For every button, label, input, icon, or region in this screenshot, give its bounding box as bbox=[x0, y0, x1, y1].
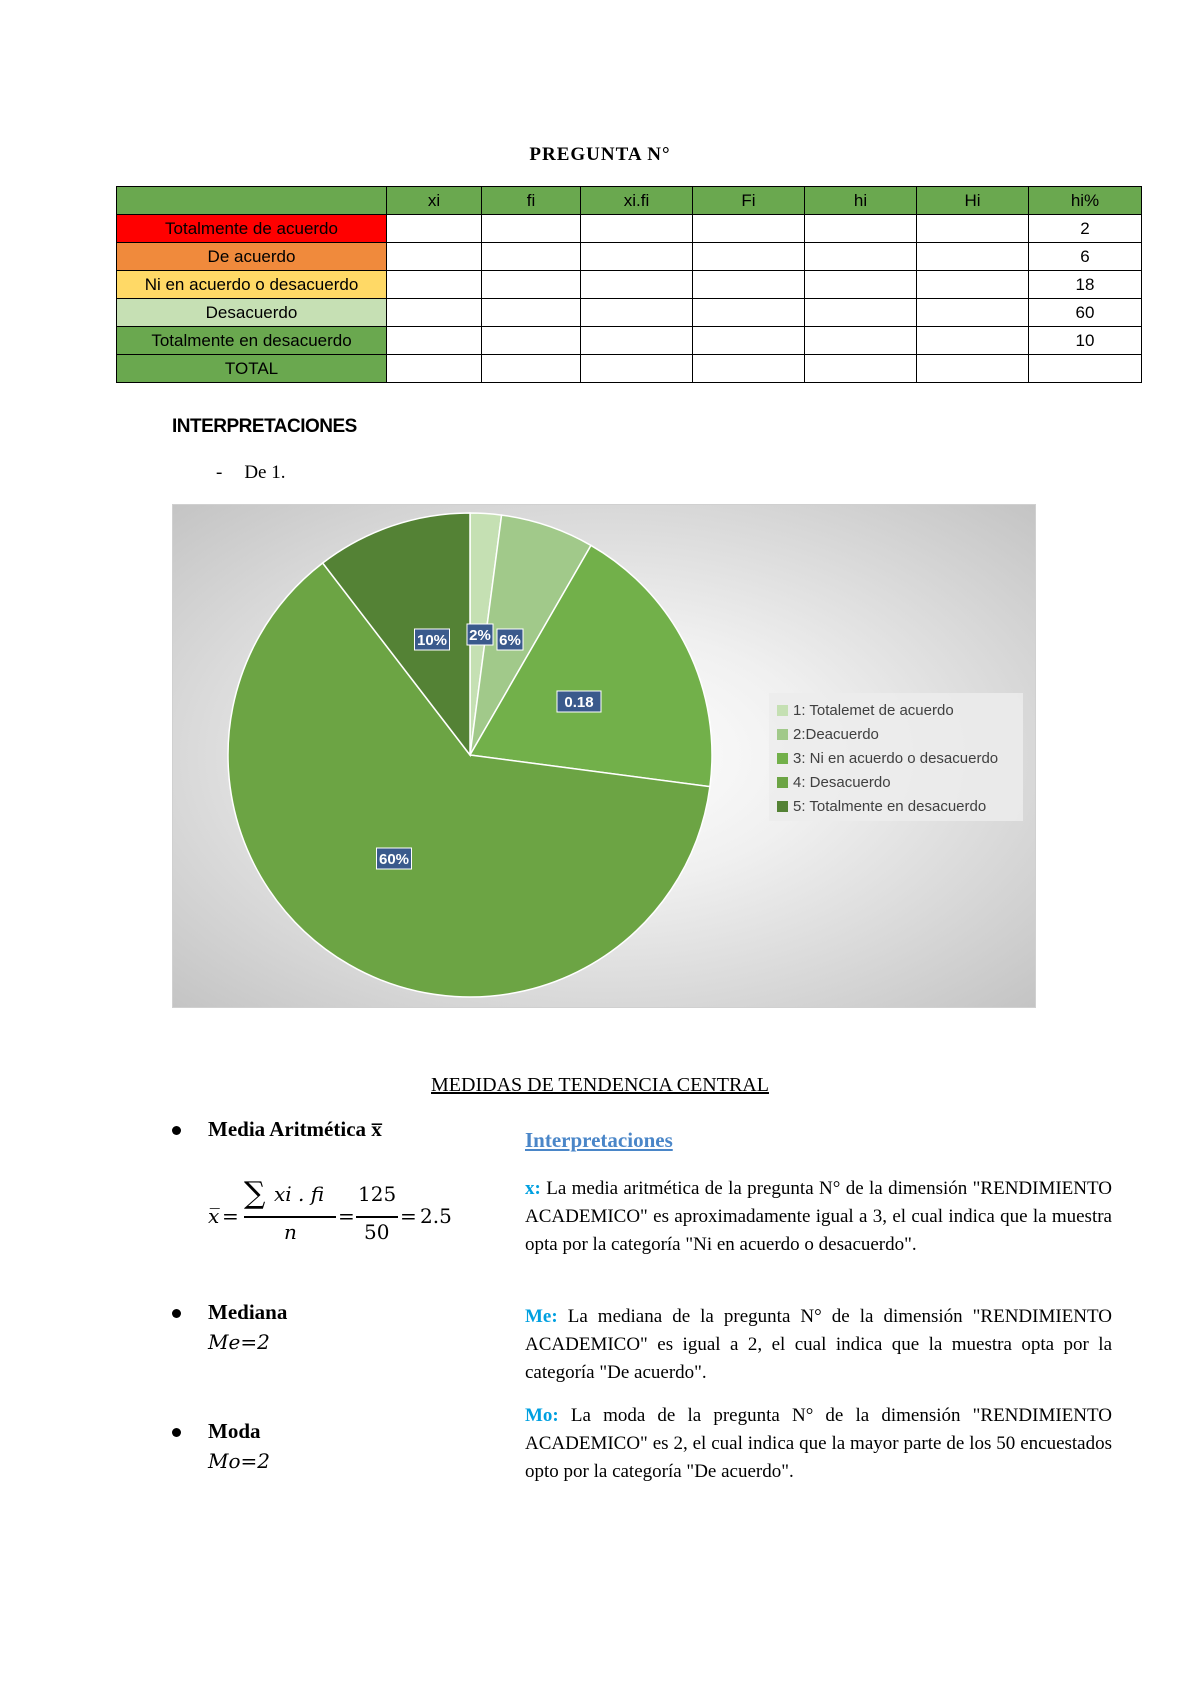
legend-label: 3: Ni en acuerdo o desacuerdo bbox=[793, 750, 999, 767]
empty-cell bbox=[917, 327, 1029, 355]
table-row bbox=[117, 355, 1142, 383]
empty-cell bbox=[693, 355, 805, 383]
empty-cell bbox=[482, 327, 581, 355]
interpretaciones-heading: INTERPRETACIONES bbox=[172, 416, 357, 437]
interpretation-paragraph bbox=[525, 1303, 1112, 1387]
empty-cell bbox=[581, 271, 693, 299]
page-title: PREGUNTA N° bbox=[529, 144, 671, 165]
data-label-text: 10% bbox=[416, 632, 448, 649]
data-label bbox=[377, 848, 412, 869]
hi-percent-cell: 6 bbox=[1029, 243, 1142, 271]
empty-cell bbox=[581, 355, 693, 383]
header-cell bbox=[117, 187, 387, 215]
empty-cell bbox=[387, 327, 482, 355]
empty-cell bbox=[387, 271, 482, 299]
numerator: xi . fi bbox=[274, 1182, 325, 1206]
dash: - bbox=[216, 462, 223, 483]
empty-cell bbox=[482, 355, 581, 383]
table-row bbox=[117, 327, 1142, 355]
data-label bbox=[557, 691, 601, 712]
media-label: Media Aritmética x̅ bbox=[208, 1117, 382, 1141]
fraction-bar bbox=[356, 1216, 398, 1218]
interpretaciones-subheading: Interpretaciones bbox=[525, 1128, 673, 1152]
paragraph-text: La moda de la pregunta N° de la dimensión "RENDIMIENTO ACADEMICO" es 2, el cual indica que la mayor parte de los 50 encuestados opto por la categoría "De acuerdo". bbox=[525, 1405, 1112, 1482]
denominator: n bbox=[284, 1220, 297, 1244]
moda-label: Moda bbox=[208, 1419, 261, 1443]
empty-cell bbox=[387, 215, 482, 243]
media-result: 2.5 bbox=[420, 1204, 452, 1228]
category-cell: TOTAL bbox=[117, 355, 387, 383]
paragraph-label: Mo: bbox=[525, 1405, 559, 1426]
frequency-table bbox=[116, 186, 1142, 383]
empty-cell bbox=[805, 243, 917, 271]
empty-cell bbox=[917, 215, 1029, 243]
fraction-numerator: 125 bbox=[358, 1182, 397, 1206]
header-cell: fi bbox=[482, 187, 581, 215]
empty-cell bbox=[387, 355, 482, 383]
empty-cell bbox=[805, 215, 917, 243]
empty-cell bbox=[482, 299, 581, 327]
header-cell: xi.fi bbox=[581, 187, 693, 215]
list-item bbox=[216, 462, 285, 484]
hi-percent-cell: 2 bbox=[1029, 215, 1142, 243]
header-cell: hi% bbox=[1029, 187, 1142, 215]
empty-cell bbox=[693, 299, 805, 327]
pie-chart bbox=[172, 504, 1036, 1008]
pie-chart-svg bbox=[173, 505, 1035, 1007]
empty-cell bbox=[917, 271, 1029, 299]
legend-label: 5: Totalmente en desacuerdo bbox=[793, 798, 987, 815]
data-label bbox=[415, 629, 450, 650]
data-label-text: 2% bbox=[469, 627, 491, 644]
empty-cell bbox=[693, 215, 805, 243]
legend-swatch bbox=[777, 753, 788, 764]
header-cell: Hi bbox=[917, 187, 1029, 215]
paragraph-label: x: bbox=[525, 1178, 541, 1199]
paragraph-text: La media aritmética de la pregunta N° de la dimensión "RENDIMIENTO ACADEMICO" es aproximadamente igual a 3, el cual indica que la muestra opta por la categoría "Ni en acuerdo o desacuerdo". bbox=[525, 1178, 1112, 1255]
moda-formula: Mo=2 bbox=[208, 1449, 271, 1473]
header-cell: hi bbox=[805, 187, 917, 215]
equals: = bbox=[222, 1204, 239, 1228]
legend-label: 4: Desacuerdo bbox=[793, 774, 891, 791]
medidas-title: MEDIDAS DE TENDENCIA CENTRAL bbox=[431, 1074, 769, 1096]
empty-cell bbox=[387, 243, 482, 271]
data-label-text: 6% bbox=[499, 632, 521, 649]
bullet-dot bbox=[172, 1309, 181, 1318]
empty-cell bbox=[693, 327, 805, 355]
header-cell: xi bbox=[387, 187, 482, 215]
hi-percent-cell bbox=[1029, 355, 1142, 383]
hi-percent-cell: 10 bbox=[1029, 327, 1142, 355]
table-row bbox=[117, 299, 1142, 327]
sigma-symbol: ∑ bbox=[244, 1176, 266, 1211]
mediana-formula: Me=2 bbox=[208, 1330, 270, 1354]
empty-cell bbox=[581, 243, 693, 271]
table-row bbox=[117, 243, 1142, 271]
category-cell: Desacuerdo bbox=[117, 299, 387, 327]
bullet-dot bbox=[172, 1126, 181, 1135]
empty-cell bbox=[917, 299, 1029, 327]
empty-cell bbox=[693, 271, 805, 299]
hi-percent-cell: 18 bbox=[1029, 271, 1142, 299]
bullet-dot bbox=[172, 1428, 181, 1437]
category-cell: De acuerdo bbox=[117, 243, 387, 271]
empty-cell bbox=[805, 355, 917, 383]
empty-cell bbox=[581, 215, 693, 243]
mediana-label: Mediana bbox=[208, 1300, 288, 1324]
empty-cell bbox=[917, 355, 1029, 383]
fraction-bar bbox=[244, 1216, 336, 1218]
legend-swatch bbox=[777, 777, 788, 788]
legend-swatch bbox=[777, 705, 788, 716]
interpretation-paragraph bbox=[525, 1402, 1112, 1486]
data-label-text: 60% bbox=[378, 851, 410, 868]
media-formula bbox=[208, 1176, 458, 1256]
data-label-text: 0.18 bbox=[564, 694, 594, 711]
legend-label: 1: Totalemet de acuerdo bbox=[793, 702, 954, 719]
fraction-denominator: 50 bbox=[364, 1220, 390, 1244]
empty-cell bbox=[581, 299, 693, 327]
paragraph-label: Me: bbox=[525, 1306, 558, 1327]
empty-cell bbox=[693, 243, 805, 271]
category-cell: Ni en acuerdo o desacuerdo bbox=[117, 271, 387, 299]
empty-cell bbox=[387, 299, 482, 327]
equals: = bbox=[400, 1204, 417, 1228]
legend-swatch bbox=[777, 801, 788, 812]
empty-cell bbox=[805, 299, 917, 327]
empty-cell bbox=[482, 243, 581, 271]
hi-percent-cell: 60 bbox=[1029, 299, 1142, 327]
empty-cell bbox=[805, 271, 917, 299]
equals: = bbox=[338, 1204, 355, 1228]
data-label bbox=[497, 629, 523, 650]
empty-cell bbox=[805, 327, 917, 355]
empty-cell bbox=[917, 243, 1029, 271]
empty-cell bbox=[482, 271, 581, 299]
paragraph-text: La mediana de la pregunta N° de la dimensión "RENDIMIENTO ACADEMICO" es igual a 2, el cual indica que la muestra opta por la categoría "De acuerdo". bbox=[525, 1306, 1112, 1383]
empty-cell bbox=[581, 327, 693, 355]
table-row bbox=[117, 215, 1142, 243]
category-cell: Totalmente en desacuerdo bbox=[117, 327, 387, 355]
table-row bbox=[117, 271, 1142, 299]
de-1-text: De 1. bbox=[244, 462, 286, 483]
data-label bbox=[467, 624, 493, 645]
xbar-symbol: x̅ bbox=[208, 1204, 220, 1228]
table-header-row bbox=[117, 187, 1142, 215]
legend-swatch bbox=[777, 729, 788, 740]
empty-cell bbox=[482, 215, 581, 243]
category-cell: Totalmente de acuerdo bbox=[117, 215, 387, 243]
interpretation-paragraph bbox=[525, 1175, 1112, 1259]
header-cell: Fi bbox=[693, 187, 805, 215]
legend-label: 2:Deacuerdo bbox=[793, 726, 879, 743]
